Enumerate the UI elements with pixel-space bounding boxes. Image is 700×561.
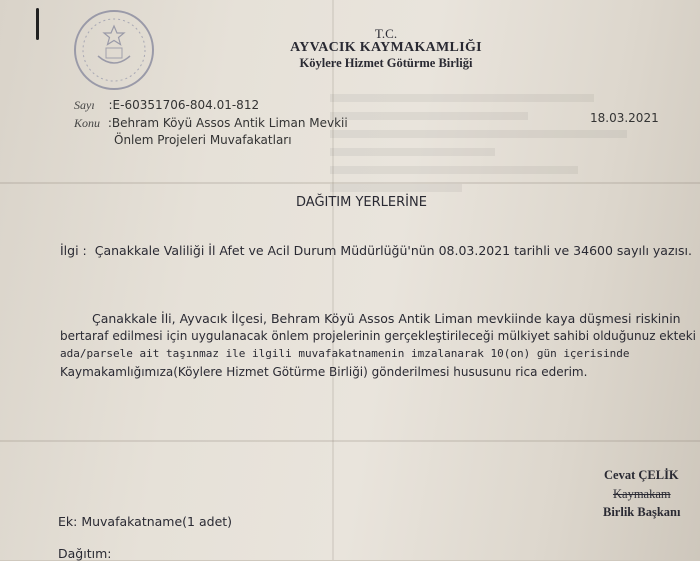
konu-label: Konu [74, 116, 101, 130]
fold-line [0, 440, 700, 442]
sayi-row [74, 98, 259, 113]
body-line-4: Kaymakamlığımıza(Köylere Hizmet Götürme Birliği) gönderilmesi hususunu rica ederim. [60, 365, 588, 379]
body-line-1: Çanakkale İli, Ayvacık İlçesi, Behram Köyü Assos Antik Liman mevkiinde kaya düşmesi riskinin [92, 311, 681, 326]
konu-line2: Önlem Projeleri Muvafakatları [114, 133, 292, 147]
body-line-2: bertaraf edilmesi için uygulanacak önlem projelerinin gerçekleştirileceği mülkiyet sahibi olduğunuz ekteki [60, 329, 697, 343]
signer-title-kaymakam: Kaymakam [613, 487, 671, 501]
header-tc: T.C. [374, 26, 398, 41]
pen-mark [36, 8, 39, 40]
ilgi-label: İlgi : [60, 243, 87, 258]
ilgi-row [60, 243, 692, 258]
ilgi-text: Çanakkale Valiliği İl Afet ve Acil Durum Müdürlüğü'nün 08.03.2021 tarihli ve 34600 sayılı yazısı. [94, 243, 692, 258]
body-line-3: ada/parsele ait taşınmaz ile ilgili muvafakatnamenin imzalanarak 10(on) gün içerisinde [60, 347, 630, 360]
recipient: DAĞITIM YERLERİNE [296, 195, 427, 210]
header-org: AYVACIK KAYMAKAMLIĞI [290, 40, 482, 55]
signer-title-birlik: Birlik Başkanı [603, 505, 681, 519]
state-seal-icon [72, 8, 156, 92]
konu-line1: :Behram Köyü Assos Antik Liman Mevkii [107, 116, 348, 130]
reverse-side-bleed [330, 84, 660, 234]
header-sub: Köylere Hizmet Götürme Birliği [299, 56, 473, 70]
distribution-label: Dağıtım: [58, 546, 112, 561]
sayi-label: Sayı [74, 98, 95, 112]
sayi-value: :E-60351706-804.01-812 [108, 98, 260, 112]
attachment-note: Ek: Muvafakatname(1 adet) [58, 514, 233, 529]
konu-row [74, 116, 348, 131]
document-date: 18.03.2021 [590, 111, 659, 125]
signer-name: Cevat ÇELİK [604, 468, 679, 482]
